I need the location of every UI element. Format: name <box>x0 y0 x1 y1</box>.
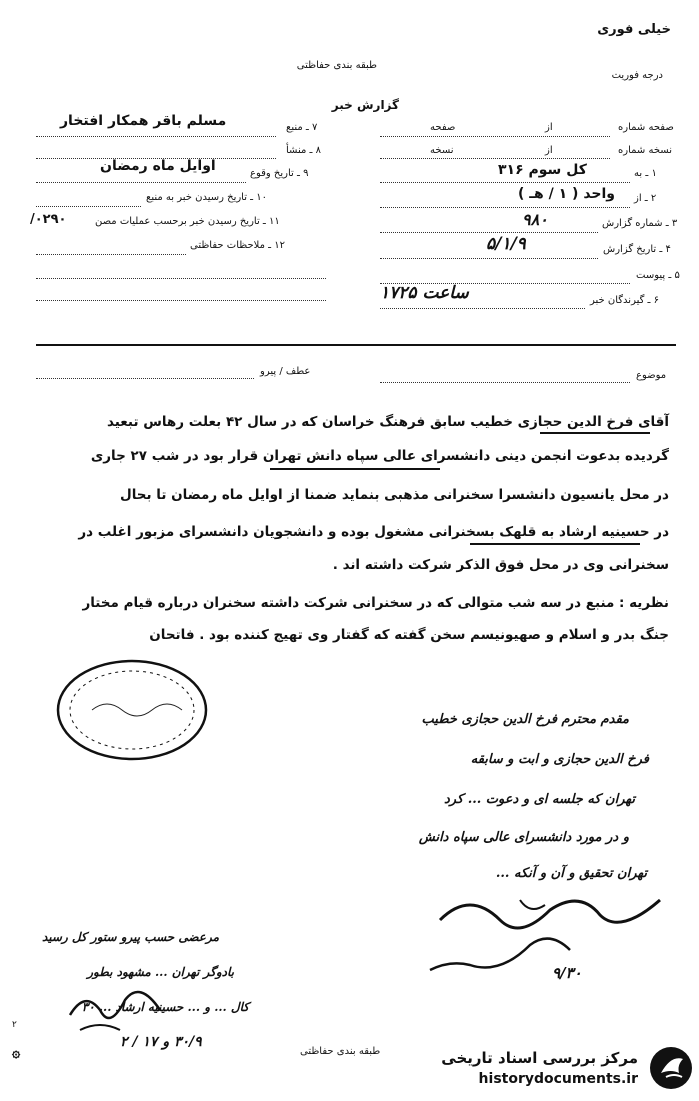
body-line: در محل یانسیون دانشسرا سخنرانی مذهبی بنماید ضمنا از اوایل ماه رمضان تا بحال <box>119 487 669 503</box>
field-report-number-value: ۹۸۰ <box>522 210 548 229</box>
underline-mark <box>270 468 440 470</box>
field-label-from: ۲ ـ از <box>634 193 657 204</box>
subject-label: موضوع <box>636 370 667 381</box>
urgency-value: خیلی فوری <box>597 22 671 37</box>
body-line: در حسینیه ارشاد به قلهک بسخنرانی مشغول بوده و دانشجویان دانشسرای مزبور اغلب در <box>78 524 669 540</box>
field-recipients-value: ساعت ۱۷۲۵ <box>380 283 469 303</box>
margin-mark: ٢ <box>12 1020 17 1030</box>
field-label-recipients: ۶ ـ گیرندگان خبر <box>590 295 660 306</box>
opinion-line: جنگ بدر و اسلام و صهیونیسم سخن گفته که گفتار وی تهیج کننده بود . فاتحان <box>149 627 669 643</box>
watermark-title: مرکز بررسی اسناد تاریخی <box>441 1049 638 1067</box>
underline-mark <box>540 432 650 434</box>
handwritten-date: ۳۰/۹ و ۱۷ / ۲ <box>120 1034 202 1050</box>
watermark <box>418 1043 694 1093</box>
field-label-source: ۷ ـ منبع <box>286 122 318 133</box>
handwritten-line: مقدم محترم فرخ الدین حجازی خطیب <box>421 712 629 727</box>
separator-line <box>36 344 676 346</box>
reference-label: عطف / پیرو <box>260 366 311 377</box>
field-from: از <box>545 122 553 133</box>
watermark-url[interactable]: historydocuments.ir <box>478 1071 638 1087</box>
handwritten-line: و در مورد دانشسرای عالی سپاه دانش <box>418 830 629 845</box>
field-page: صفحه <box>430 122 456 133</box>
bottom-classification-label: طبقه بندی حفاظتی <box>300 1046 381 1057</box>
field-copy: نسخه <box>430 145 454 156</box>
field-to-value: کل سوم ۳۱۶ <box>498 162 587 178</box>
handwritten-line: مرعضی حسب پیرو ستور کل رسید <box>41 930 219 944</box>
field-label-news-arrival-date: ۱۰ ـ تاریخ رسیدن خبر به منبع <box>146 192 268 203</box>
field-label-page-number: صفحه شماره <box>618 122 674 133</box>
field-operations-date-value: ۰۲۹۰/ <box>30 212 67 227</box>
field-label-copy-number: نسخه شماره <box>618 145 672 156</box>
body-line: آقای فرخ الدین حجازی خطیب سابق فرهنگ خراسان که در سال ۴۲ بعلت رهاس تبعید <box>107 414 669 430</box>
field-report-date-value: ۵/۱/۹ <box>486 234 526 254</box>
signature-scribble <box>420 880 690 990</box>
opinion-line: نظریه : منبع در سه شب متوالی که در سخنرانی شرکت داشته سخنران درباره قیام مختار <box>82 595 669 611</box>
report-title: گزارش خبر <box>331 98 399 112</box>
field-label-origin: ۸ ـ منشأ <box>286 145 322 156</box>
oval-stamp <box>52 655 212 765</box>
field-label-occurrence-date: ۹ ـ تاریخ وقوع <box>250 168 309 179</box>
body-line: سخنرانی وی در محل فوق الذکر شرکت داشته اند . <box>332 557 669 573</box>
field-source-value: مسلم باقر همکار افتخار <box>60 113 227 129</box>
margin-mark: ۞ <box>12 1045 21 1061</box>
field-label-operations-date: ۱۱ ـ تاریخ رسیدن خبر برحسب عملیات مصن <box>95 216 280 227</box>
handwritten-line: تهران که جلسه ای و دعوت ... کرد <box>444 792 635 807</box>
field-from: از <box>545 145 553 156</box>
field-label-security-notes: ۱۲ ـ ملاحظات حفاظتی <box>190 240 285 251</box>
field-occurrence-date-value: اوایل ماه رمضان <box>100 158 216 174</box>
handwritten-line: فرخ الدین حجازی و ابت و سابقه <box>470 752 649 767</box>
urgency-label: درجه فوریت <box>611 70 663 81</box>
field-label-report-date: ۴ ـ تاریخ گزارش <box>603 244 671 255</box>
body-line: گردیده بدعوت انجمن دینی دانشسرای عالی سپاه دانش تهران قرار بود در شب ۲۷ جاری <box>90 448 669 464</box>
field-from-value: واحد ( ۱ / هـ ) <box>518 186 616 202</box>
classification-label: طبقه بندی حفاظتی <box>296 60 377 71</box>
handwritten-date: ۹/۳۰ <box>552 964 582 982</box>
handwritten-line: کال ... و ... حسینیه ارشاد ... ۳۰ <box>81 1000 249 1014</box>
signature-scribble <box>60 985 170 1045</box>
archive-logo-icon <box>648 1045 694 1091</box>
field-label-attachment: ۵ ـ پیوست <box>636 270 680 281</box>
field-label-to: ۱ ـ به <box>634 168 657 179</box>
handwritten-line: بادوگر تهران ... مشهود بطور <box>87 965 234 979</box>
field-label-report-number: ۳ ـ شماره گزارش <box>602 218 678 229</box>
handwritten-line: تهران تحقیق و آن و آنکه ... <box>495 866 647 881</box>
underline-mark <box>470 543 640 545</box>
